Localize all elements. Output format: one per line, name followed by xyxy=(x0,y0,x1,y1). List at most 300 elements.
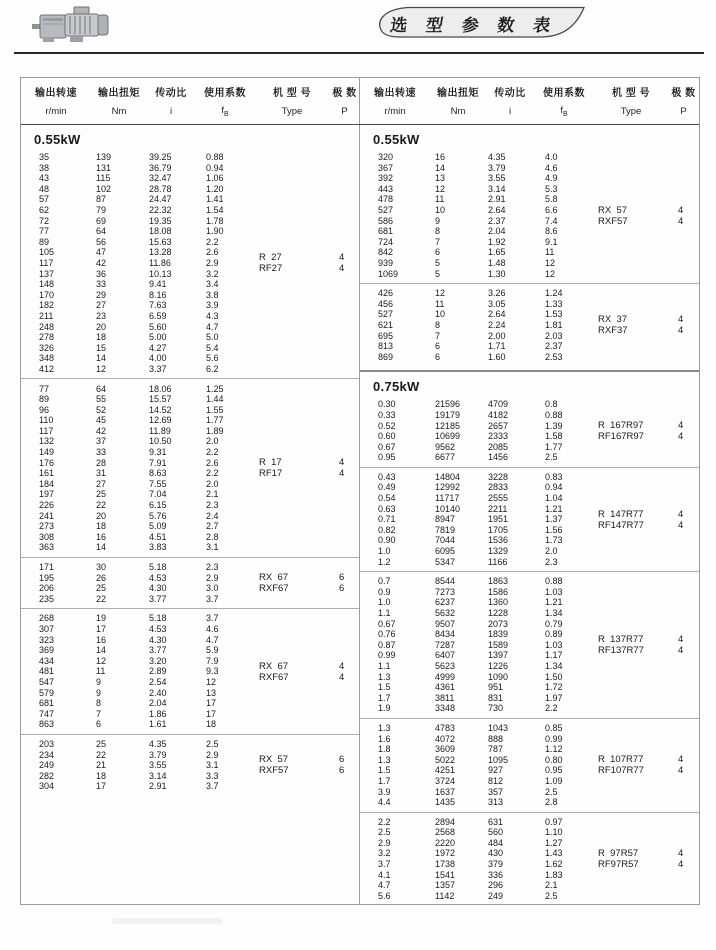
cell-service-factor: 1.04 xyxy=(545,493,563,504)
cell-torque: 12 xyxy=(96,655,107,666)
pole-count: 4 xyxy=(678,215,684,227)
cell-ratio: 3.83 xyxy=(149,542,167,553)
table-row xyxy=(21,194,259,205)
cell-ratio: 2073 xyxy=(488,618,509,629)
cell-torque: 14 xyxy=(96,645,107,656)
pole-count: 4 xyxy=(678,431,684,443)
cell-torque: 3811 xyxy=(435,692,455,703)
table-header-right xyxy=(360,78,699,124)
table-row xyxy=(21,237,259,248)
cell-torque: 8 xyxy=(96,698,102,709)
cell-speed: 412 xyxy=(39,363,55,374)
cell-speed: 161 xyxy=(39,468,55,479)
cell-service-factor: 2.9 xyxy=(206,572,219,583)
data-rows xyxy=(360,576,598,714)
table-row xyxy=(360,309,598,320)
column-header-cn-0: 输出转速 xyxy=(35,87,77,99)
cell-service-factor: 2.8 xyxy=(545,797,558,808)
cell-ratio: 2.89 xyxy=(149,666,167,677)
cell-service-factor: 1.89 xyxy=(206,425,224,436)
pole-count: 6 xyxy=(339,572,345,584)
cell-speed: 148 xyxy=(39,279,55,290)
table-row xyxy=(360,472,598,483)
cell-speed: 3.2 xyxy=(378,848,391,859)
cell-torque: 1541 xyxy=(435,869,456,880)
cell-torque: 16 xyxy=(96,531,107,542)
type-labels xyxy=(598,399,678,463)
cell-torque: 7044 xyxy=(435,535,456,546)
cell-ratio: 1.30 xyxy=(488,268,506,279)
cell-service-factor: 2.2 xyxy=(206,447,219,458)
cell-service-factor: 1.17 xyxy=(545,650,563,661)
cell-ratio: 15.57 xyxy=(149,394,172,405)
cell-speed: 1.3 xyxy=(378,754,391,765)
cell-torque: 115 xyxy=(96,173,111,184)
cell-ratio: 3.14 xyxy=(149,770,167,781)
cell-speed: 241 xyxy=(39,510,55,521)
cell-speed: 234 xyxy=(39,749,55,760)
cell-service-factor: 6.6 xyxy=(545,205,558,216)
table-row xyxy=(360,744,598,755)
cell-ratio: 8.16 xyxy=(149,289,167,300)
cell-ratio: 5.18 xyxy=(149,562,167,573)
table-row xyxy=(21,719,259,730)
cell-ratio: 9.41 xyxy=(149,279,167,290)
cell-torque: 29 xyxy=(96,289,107,300)
cell-service-factor: 12 xyxy=(545,257,556,268)
cell-torque: 26 xyxy=(96,572,107,583)
cell-ratio: 3.55 xyxy=(149,760,167,771)
pole-counts xyxy=(678,472,699,567)
cell-ratio: 7.63 xyxy=(149,300,167,311)
pole-count: 4 xyxy=(339,660,345,672)
type-label: RF97R57 xyxy=(598,859,639,871)
cell-service-factor: 3.4 xyxy=(206,279,219,290)
cell-service-factor: 17 xyxy=(206,698,217,709)
cell-torque: 22 xyxy=(96,593,107,604)
cell-ratio: 10.13 xyxy=(149,268,172,279)
type-label: RF167R97 xyxy=(598,431,644,443)
cell-ratio: 2.91 xyxy=(149,781,167,792)
cell-ratio: 4709 xyxy=(488,399,509,410)
cell-speed: 96 xyxy=(39,404,50,415)
cell-service-factor: 3.0 xyxy=(206,583,219,594)
table-row xyxy=(360,299,598,310)
table-row xyxy=(21,353,259,364)
cell-speed: 527 xyxy=(378,309,394,320)
cell-service-factor: 0.99 xyxy=(545,733,563,744)
cell-torque: 1142 xyxy=(435,890,455,901)
cell-service-factor: 0.94 xyxy=(206,162,224,173)
cell-torque: 3609 xyxy=(435,744,456,755)
cell-torque: 23 xyxy=(96,310,107,321)
table-row xyxy=(21,447,259,458)
type-labels xyxy=(598,576,678,714)
cell-speed: 481 xyxy=(39,666,55,677)
gearmotor-icon xyxy=(30,5,116,47)
table-row xyxy=(21,688,259,699)
cell-torque: 19 xyxy=(96,613,107,624)
cell-ratio: 3.20 xyxy=(149,655,167,666)
table-row xyxy=(360,880,598,891)
column-header-cn-5: 极 数 xyxy=(332,87,357,99)
cell-service-factor: 1.21 xyxy=(545,503,563,514)
cell-speed: 38 xyxy=(39,162,50,173)
cell-speed: 363 xyxy=(39,542,55,553)
cell-ratio: 1090 xyxy=(488,671,509,682)
cell-torque: 25 xyxy=(96,489,107,500)
cell-service-factor: 1.73 xyxy=(545,535,563,546)
cell-service-factor: 0.94 xyxy=(545,482,563,493)
cell-torque: 4361 xyxy=(435,682,456,693)
cell-torque: 42 xyxy=(96,257,107,268)
cell-speed: 176 xyxy=(39,457,55,468)
cell-service-factor: 4.6 xyxy=(206,623,219,634)
table-row xyxy=(21,532,259,543)
pole-counts xyxy=(678,576,699,714)
table-row xyxy=(360,827,598,838)
cell-torque: 11 xyxy=(435,194,445,205)
data-block xyxy=(21,557,359,608)
cell-speed: 195 xyxy=(39,572,55,583)
cell-ratio: 1360 xyxy=(488,597,509,608)
cell-speed: 0.7 xyxy=(378,576,391,587)
cell-service-factor: 11 xyxy=(545,247,555,258)
cell-ratio: 787 xyxy=(488,744,504,755)
type-label: RXF57 xyxy=(598,215,628,227)
cell-service-factor: 1.54 xyxy=(206,205,224,216)
cell-service-factor: 1.56 xyxy=(545,524,563,535)
table-row xyxy=(21,709,259,720)
table-row xyxy=(360,258,598,269)
cell-speed: 621 xyxy=(378,319,394,330)
cell-torque: 7 xyxy=(435,330,441,341)
cell-ratio: 14.52 xyxy=(149,404,172,415)
cell-torque: 6407 xyxy=(435,650,456,661)
cell-speed: 2.2 xyxy=(378,816,391,827)
cell-service-factor: 3.2 xyxy=(206,268,219,279)
cell-service-factor: 1.97 xyxy=(545,692,563,703)
cell-speed: 579 xyxy=(39,687,55,698)
cell-service-factor: 1.53 xyxy=(545,309,563,320)
pole-count: 4 xyxy=(678,314,684,326)
cell-speed: 206 xyxy=(39,583,55,594)
data-block xyxy=(21,378,359,557)
cell-service-factor: 1.33 xyxy=(545,298,563,309)
cell-torque: 1357 xyxy=(435,880,456,891)
cell-speed: 77 xyxy=(39,226,50,237)
table-row xyxy=(360,442,598,453)
pole-count: 4 xyxy=(339,252,345,264)
cell-service-factor: 1.34 xyxy=(545,660,563,671)
cell-service-factor: 0.89 xyxy=(545,629,563,640)
cell-speed: 57 xyxy=(39,194,50,205)
cell-service-factor: 2.3 xyxy=(206,500,219,511)
cell-ratio: 812 xyxy=(488,775,504,786)
table-row xyxy=(21,269,259,280)
cell-speed: 89 xyxy=(39,236,50,247)
table-row xyxy=(360,640,598,651)
table-row xyxy=(21,205,259,216)
cell-torque: 102 xyxy=(96,183,112,194)
table-row xyxy=(21,343,259,354)
cell-speed: 308 xyxy=(39,531,55,542)
cell-speed: 1.5 xyxy=(378,765,391,776)
cell-speed: 117 xyxy=(39,425,54,436)
cell-ratio: 2833 xyxy=(488,482,509,493)
column-header-unit-1: Nm xyxy=(450,106,466,118)
table-row xyxy=(360,173,598,184)
table-row xyxy=(360,650,598,661)
data-rows xyxy=(360,399,598,463)
cell-speed: 1.7 xyxy=(378,692,391,703)
cell-speed: 1.9 xyxy=(378,703,391,714)
cell-torque: 1738 xyxy=(435,859,456,870)
cell-speed: 304 xyxy=(39,781,55,792)
cell-speed: 326 xyxy=(39,342,55,353)
cell-service-factor: 1.12 xyxy=(545,744,563,755)
cell-speed: 184 xyxy=(39,478,55,489)
cell-torque: 5 xyxy=(435,268,441,279)
cell-ratio: 1.65 xyxy=(488,247,506,258)
column-header-cn-3: 使用系数 xyxy=(204,87,246,99)
cell-ratio: 15.63 xyxy=(149,236,172,247)
cell-speed: 681 xyxy=(39,698,55,709)
cell-service-factor: 4.7 xyxy=(206,321,219,332)
cell-torque: 7 xyxy=(96,708,102,719)
type-label: RF17 xyxy=(259,468,283,480)
cell-service-factor: 4.7 xyxy=(206,634,219,645)
cell-speed: 0.9 xyxy=(378,586,391,597)
cell-ratio: 3.55 xyxy=(488,173,506,184)
cell-torque: 18 xyxy=(96,332,107,343)
cell-ratio: 2.24 xyxy=(488,319,506,330)
cell-ratio: 2.37 xyxy=(488,215,506,226)
cell-speed: 0.95 xyxy=(378,452,396,463)
type-labels xyxy=(598,288,678,362)
pole-counts xyxy=(678,288,699,362)
cell-torque: 22 xyxy=(96,500,107,511)
table-row xyxy=(360,482,598,493)
cell-service-factor: 2.5 xyxy=(206,738,219,749)
cell-service-factor: 17 xyxy=(206,708,217,719)
data-block xyxy=(360,395,699,467)
cell-service-factor: 1.37 xyxy=(545,514,563,525)
cell-ratio: 36.79 xyxy=(149,162,172,173)
type-label: RX 57 xyxy=(259,754,289,766)
table-row xyxy=(21,594,259,605)
cell-ratio: 3.05 xyxy=(488,298,506,309)
cell-torque: 33 xyxy=(96,279,107,290)
cell-speed: 1069 xyxy=(378,268,399,279)
cell-service-factor: 1.03 xyxy=(545,586,563,597)
cell-ratio: 4.51 xyxy=(149,531,167,542)
cell-torque: 2894 xyxy=(435,816,456,827)
column-header-unit-0: r/min xyxy=(45,106,67,118)
cell-service-factor: 0.8 xyxy=(545,399,558,410)
data-rows xyxy=(21,562,259,604)
cell-speed: 367 xyxy=(378,162,394,173)
cell-ratio: 4.53 xyxy=(149,623,167,634)
cell-torque: 1637 xyxy=(435,786,456,797)
column-header-cn-3: 使用系数 xyxy=(543,87,585,99)
cell-ratio: 2.91 xyxy=(488,194,506,205)
cell-torque: 9562 xyxy=(435,441,456,452)
cell-ratio: 1863 xyxy=(488,576,509,587)
pole-count: 4 xyxy=(678,508,684,520)
cell-ratio: 3.79 xyxy=(149,749,167,760)
cell-service-factor: 1.77 xyxy=(206,415,224,426)
cell-ratio: 2.00 xyxy=(488,330,506,341)
cell-speed: 586 xyxy=(378,215,394,226)
cell-ratio: 2211 xyxy=(488,503,508,514)
cell-service-factor: 2.2 xyxy=(206,468,219,479)
table-row xyxy=(360,587,598,598)
cell-torque: 3348 xyxy=(435,703,456,714)
cell-service-factor: 1.20 xyxy=(206,183,224,194)
cell-speed: 869 xyxy=(378,351,394,362)
cell-torque: 6677 xyxy=(435,452,456,463)
cell-ratio: 24.47 xyxy=(149,194,172,205)
cell-speed: 149 xyxy=(39,447,55,458)
cell-torque: 2568 xyxy=(435,827,456,838)
data-rows xyxy=(360,723,598,808)
pole-count: 4 xyxy=(678,859,684,871)
cell-service-factor: 4.6 xyxy=(545,162,558,173)
cell-speed: 456 xyxy=(378,298,394,309)
pole-counts xyxy=(678,723,699,808)
column-header-cn-2: 传动比 xyxy=(155,87,187,99)
cell-service-factor: 0.88 xyxy=(206,152,224,163)
cell-service-factor: 2.0 xyxy=(206,436,219,447)
cell-speed: 863 xyxy=(39,719,55,730)
cell-ratio: 927 xyxy=(488,765,504,776)
cell-service-factor: 12 xyxy=(206,676,217,687)
table-body xyxy=(21,125,699,904)
cell-speed: 0.30 xyxy=(378,399,396,410)
table-row xyxy=(360,205,598,216)
table-row xyxy=(360,734,598,745)
cell-service-factor: 1.43 xyxy=(545,848,563,859)
cell-speed: 1.3 xyxy=(378,671,391,682)
cell-service-factor: 1.90 xyxy=(206,226,224,237)
cell-ratio: 4.53 xyxy=(149,572,167,583)
type-labels xyxy=(598,152,678,279)
type-label: RX 67 xyxy=(259,660,289,672)
table-row xyxy=(360,619,598,630)
cell-speed: 0.63 xyxy=(378,503,396,514)
cell-ratio: 19.35 xyxy=(149,215,172,226)
cell-service-factor: 1.58 xyxy=(545,431,563,442)
cell-torque: 12 xyxy=(435,288,446,299)
data-block xyxy=(360,812,699,904)
table-row xyxy=(21,635,259,646)
pole-count: 4 xyxy=(678,848,684,860)
cell-ratio: 1586 xyxy=(488,586,509,597)
cell-service-factor: 1.78 xyxy=(206,215,224,226)
cell-service-factor: 8.6 xyxy=(545,226,558,237)
cell-service-factor: 9.1 xyxy=(545,236,558,247)
cell-ratio: 6.15 xyxy=(149,500,167,511)
cell-speed: 323 xyxy=(39,634,55,645)
table-row xyxy=(360,797,598,808)
cell-torque: 52 xyxy=(96,404,107,415)
cell-service-factor: 2.6 xyxy=(206,247,219,258)
type-label: RF27 xyxy=(259,263,283,275)
cell-ratio: 32.47 xyxy=(149,173,172,184)
cell-service-factor: 1.72 xyxy=(545,682,563,693)
cell-ratio: 4182 xyxy=(488,409,509,420)
cell-torque: 7819 xyxy=(435,524,456,535)
cell-torque: 14 xyxy=(435,162,446,173)
type-label: R 167R97 xyxy=(598,420,644,432)
cell-torque: 69 xyxy=(96,215,107,226)
table-row xyxy=(360,341,598,352)
table-row xyxy=(21,247,259,258)
cell-speed: 1.5 xyxy=(378,682,391,693)
table-row xyxy=(360,838,598,849)
cell-torque: 20 xyxy=(96,510,107,521)
cell-speed: 695 xyxy=(378,330,394,341)
table-row xyxy=(360,608,598,619)
cell-ratio: 379 xyxy=(488,859,504,870)
cell-service-factor: 1.25 xyxy=(206,383,224,394)
cell-service-factor: 1.27 xyxy=(545,837,563,848)
unit-subscript: B xyxy=(562,111,568,119)
cell-torque: 21 xyxy=(96,760,107,771)
cell-ratio: 2.64 xyxy=(488,309,506,320)
cell-ratio: 313 xyxy=(488,797,504,808)
cell-ratio: 1839 xyxy=(488,629,509,640)
cell-torque: 37 xyxy=(96,436,107,447)
type-label: RXF67 xyxy=(259,671,289,683)
cell-torque: 17 xyxy=(96,781,107,792)
cell-service-factor: 0.88 xyxy=(545,576,563,587)
pole-count: 4 xyxy=(678,204,684,216)
title-banner xyxy=(374,6,588,39)
type-label: RF107R77 xyxy=(598,765,644,777)
cell-speed: 249 xyxy=(39,760,55,771)
cell-speed: 48 xyxy=(39,183,50,194)
cell-torque: 27 xyxy=(96,478,107,489)
cell-ratio: 5.60 xyxy=(149,321,167,332)
cell-ratio: 1705 xyxy=(488,524,509,535)
cell-ratio: 2085 xyxy=(488,441,509,452)
cell-torque: 31 xyxy=(96,468,107,479)
cell-ratio: 8.63 xyxy=(149,468,167,479)
cell-ratio: 3.37 xyxy=(149,363,167,374)
table-row xyxy=(21,405,259,416)
table-row xyxy=(360,269,598,280)
cell-speed: 203 xyxy=(39,738,55,749)
table-row xyxy=(21,383,259,394)
cell-speed: 182 xyxy=(39,300,55,311)
table-row xyxy=(21,184,259,195)
cell-torque: 8544 xyxy=(435,576,456,587)
data-block xyxy=(360,283,699,366)
pole-count: 4 xyxy=(678,765,684,777)
cell-ratio: 249 xyxy=(488,890,504,901)
table-row xyxy=(21,624,259,635)
cell-torque: 11 xyxy=(435,298,445,309)
table-row xyxy=(360,194,598,205)
cell-torque: 10 xyxy=(435,205,446,216)
table-row xyxy=(21,479,259,490)
cell-torque: 27 xyxy=(96,300,107,311)
table-row xyxy=(21,458,259,469)
power-heading: 0.55kW xyxy=(34,132,81,147)
cell-torque: 87 xyxy=(96,194,107,205)
